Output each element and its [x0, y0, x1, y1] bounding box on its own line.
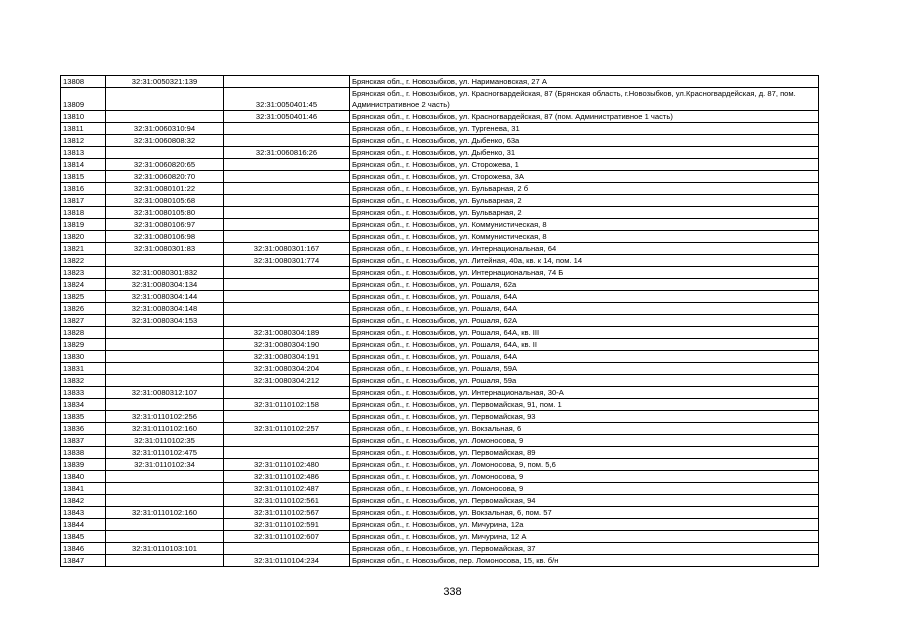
new-cadastral-number-cell — [224, 543, 350, 555]
cadastral-number-cell — [106, 339, 224, 351]
cadastral-number-cell: 32:31:0080301:83 — [106, 243, 224, 255]
new-cadastral-number-cell — [224, 231, 350, 243]
table-row — [61, 111, 819, 123]
address-cell: Брянская обл., г. Новозыбков, ул. Бульварная, 2 — [350, 195, 819, 207]
table-row — [61, 171, 819, 183]
row-number-cell: 13819 — [61, 219, 106, 231]
new-cadastral-number-cell: 32:31:0080304:189 — [224, 327, 350, 339]
row-number-cell: 13818 — [61, 207, 106, 219]
address-cell: Брянская обл., г. Новозыбков, ул. Ломоносова, 9 — [350, 471, 819, 483]
new-cadastral-number-cell — [224, 171, 350, 183]
table-row — [61, 315, 819, 327]
new-cadastral-number-cell — [224, 123, 350, 135]
new-cadastral-number-cell: 32:31:0110102:486 — [224, 471, 350, 483]
cadastral-number-cell — [106, 147, 224, 159]
row-number-cell: 13813 — [61, 147, 106, 159]
table-row — [61, 243, 819, 255]
row-number-cell: 13827 — [61, 315, 106, 327]
row-number-cell: 13833 — [61, 387, 106, 399]
new-cadastral-number-cell: 32:31:0080301:167 — [224, 243, 350, 255]
address-cell: Брянская обл., г. Новозыбков, ул. Рошаля, 64А, кв. II — [350, 339, 819, 351]
address-cell: Брянская обл., г. Новозыбков, ул. Рошаля, 59а — [350, 375, 819, 387]
table-row — [61, 363, 819, 375]
cadastral-number-cell — [106, 471, 224, 483]
address-cell: Брянская обл., г. Новозыбков, ул. Дыбенко, 31 — [350, 147, 819, 159]
cadastral-number-cell: 32:31:0110102:256 — [106, 411, 224, 423]
table-row — [61, 459, 819, 471]
row-number-cell: 13811 — [61, 123, 106, 135]
new-cadastral-number-cell — [224, 267, 350, 279]
cadastral-number-cell: 32:31:0110102:475 — [106, 447, 224, 459]
address-cell: Брянская обл., г. Новозыбков, ул. Первомайская, 94 — [350, 495, 819, 507]
table-row — [61, 159, 819, 171]
cadastral-number-cell — [106, 495, 224, 507]
cadastral-number-cell — [106, 399, 224, 411]
address-cell: Брянская обл., г. Новозыбков, ул. Первомайская, 93 — [350, 411, 819, 423]
cadastral-number-cell: 32:31:0080105:80 — [106, 207, 224, 219]
cadastral-number-cell: 32:31:0060808:32 — [106, 135, 224, 147]
row-number-cell: 13809 — [61, 88, 106, 111]
cadastral-number-cell: 32:31:0110103:101 — [106, 543, 224, 555]
table-row — [61, 375, 819, 387]
cadastral-number-cell — [106, 555, 224, 567]
new-cadastral-number-cell: 32:31:0110102:480 — [224, 459, 350, 471]
new-cadastral-number-cell — [224, 387, 350, 399]
table-row — [61, 531, 819, 543]
new-cadastral-number-cell: 32:31:0050401:46 — [224, 111, 350, 123]
table-row — [61, 351, 819, 363]
cadastral-number-cell: 32:31:0080105:68 — [106, 195, 224, 207]
row-number-cell: 13847 — [61, 555, 106, 567]
new-cadastral-number-cell — [224, 76, 350, 88]
cadastral-number-cell — [106, 351, 224, 363]
page-number: 338 — [443, 586, 462, 598]
new-cadastral-number-cell: 32:31:0110102:158 — [224, 399, 350, 411]
address-cell: Брянская обл., г. Новозыбков, ул. Дыбенко, 63а — [350, 135, 819, 147]
table-row — [61, 255, 819, 267]
address-cell: Брянская обл., г. Новозыбков, ул. Ломоносова, 9 — [350, 483, 819, 495]
row-number-cell: 13808 — [61, 76, 106, 88]
address-cell: Брянская обл., г. Новозыбков, ул. Интернациональная, 30-А — [350, 387, 819, 399]
cadastral-number-cell: 32:31:0080304:153 — [106, 315, 224, 327]
new-cadastral-number-cell: 32:31:0080301:774 — [224, 255, 350, 267]
table-row — [61, 555, 819, 567]
table-row — [61, 447, 819, 459]
address-cell: Брянская обл., г. Новозыбков, ул. Наримановская, 27 А — [350, 76, 819, 88]
new-cadastral-number-cell — [224, 435, 350, 447]
row-number-cell: 13825 — [61, 291, 106, 303]
new-cadastral-number-cell — [224, 447, 350, 459]
address-cell: Брянская обл., г. Новозыбков, ул. Рошаля, 62а — [350, 279, 819, 291]
row-number-cell: 13841 — [61, 483, 106, 495]
new-cadastral-number-cell: 32:31:0110102:487 — [224, 483, 350, 495]
address-cell: Брянская обл., г. Новозыбков, ул. Вокзальная, 6 — [350, 423, 819, 435]
row-number-cell: 13826 — [61, 303, 106, 315]
row-number-cell: 13840 — [61, 471, 106, 483]
new-cadastral-number-cell: 32:31:0110102:567 — [224, 507, 350, 519]
table-row — [61, 147, 819, 159]
row-number-cell: 13829 — [61, 339, 106, 351]
row-number-cell: 13815 — [61, 171, 106, 183]
cadastral-number-cell: 32:31:0080304:144 — [106, 291, 224, 303]
cadastral-number-cell: 32:31:0080304:134 — [106, 279, 224, 291]
address-cell: Брянская обл., г. Новозыбков, ул. Первомайская, 91, пом. 1 — [350, 399, 819, 411]
cadastral-number-cell — [106, 519, 224, 531]
table-row — [61, 123, 819, 135]
address-cell: Брянская обл., г. Новозыбков, ул. Литейная, 40а, кв. к 14, пом. 14 — [350, 255, 819, 267]
new-cadastral-number-cell — [224, 219, 350, 231]
table-row — [61, 483, 819, 495]
table-row — [61, 76, 819, 88]
new-cadastral-number-cell: 32:31:0110102:591 — [224, 519, 350, 531]
new-cadastral-number-cell — [224, 279, 350, 291]
new-cadastral-number-cell: 32:31:0060816:26 — [224, 147, 350, 159]
cadastral-number-cell: 32:31:0080312:107 — [106, 387, 224, 399]
table-row — [61, 507, 819, 519]
row-number-cell: 13831 — [61, 363, 106, 375]
cadastral-number-cell: 32:31:0110102:160 — [106, 507, 224, 519]
table-row — [61, 399, 819, 411]
address-cell: Брянская обл., г. Новозыбков, ул. Бульварная, 2 — [350, 207, 819, 219]
table-row — [61, 303, 819, 315]
table-row — [61, 231, 819, 243]
address-cell: Брянская обл., г. Новозыбков, ул. Коммунистическая, 8 — [350, 219, 819, 231]
table-row — [61, 327, 819, 339]
row-number-cell: 13846 — [61, 543, 106, 555]
address-cell: Брянская обл., г. Новозыбков, ул. Коммунистическая, 8 — [350, 231, 819, 243]
new-cadastral-number-cell — [224, 207, 350, 219]
cadastral-number-cell: 32:31:0080101:22 — [106, 183, 224, 195]
row-number-cell: 13817 — [61, 195, 106, 207]
new-cadastral-number-cell: 32:31:0110104:234 — [224, 555, 350, 567]
row-number-cell: 13828 — [61, 327, 106, 339]
table-row — [61, 183, 819, 195]
new-cadastral-number-cell — [224, 303, 350, 315]
address-cell: Брянская обл., г. Новозыбков, ул. Бульварная, 2 б — [350, 183, 819, 195]
address-cell: Брянская обл., г. Новозыбков, ул. Первомайская, 37 — [350, 543, 819, 555]
cadastral-number-cell — [106, 531, 224, 543]
address-cell: Брянская обл., г. Новозыбков, ул. Рошаля, 64А — [350, 303, 819, 315]
cadastral-number-cell: 32:31:0060310:94 — [106, 123, 224, 135]
cadastral-number-cell: 32:31:0080301:832 — [106, 267, 224, 279]
address-cell: Брянская обл., г. Новозыбков, ул. Интернациональная, 74 Б — [350, 267, 819, 279]
new-cadastral-number-cell — [224, 315, 350, 327]
table-row — [61, 219, 819, 231]
row-number-cell: 13845 — [61, 531, 106, 543]
new-cadastral-number-cell: 32:31:0110102:607 — [224, 531, 350, 543]
row-number-cell: 13820 — [61, 231, 106, 243]
row-number-cell: 13823 — [61, 267, 106, 279]
cadastral-number-cell — [106, 375, 224, 387]
address-cell: Брянская обл., г. Новозыбков, ул. Рошаля, 64А — [350, 351, 819, 363]
address-cell: Брянская обл., г. Новозыбков, ул. Тургенева, 31 — [350, 123, 819, 135]
new-cadastral-number-cell: 32:31:0110102:561 — [224, 495, 350, 507]
new-cadastral-number-cell: 32:31:0110102:257 — [224, 423, 350, 435]
address-cell: Брянская обл., г. Новозыбков, ул. Мичурина, 12а — [350, 519, 819, 531]
table-row — [61, 471, 819, 483]
address-cell: Брянская обл., г. Новозыбков, ул. Ломоносова, 9 — [350, 435, 819, 447]
row-number-cell: 13822 — [61, 255, 106, 267]
address-cell: Брянская обл., г. Новозыбков, ул. Рошаля, 62А — [350, 315, 819, 327]
address-cell: Брянская обл., г. Новозыбков, пер. Ломоносова, 15, кв. б/н — [350, 555, 819, 567]
row-number-cell: 13812 — [61, 135, 106, 147]
new-cadastral-number-cell: 32:31:0080304:212 — [224, 375, 350, 387]
row-number-cell: 13839 — [61, 459, 106, 471]
row-number-cell: 13842 — [61, 495, 106, 507]
table-row — [61, 88, 819, 111]
new-cadastral-number-cell: 32:31:0080304:191 — [224, 351, 350, 363]
new-cadastral-number-cell: 32:31:0080304:190 — [224, 339, 350, 351]
cadastral-number-cell: 32:31:0110102:35 — [106, 435, 224, 447]
table-row — [61, 291, 819, 303]
table-row — [61, 135, 819, 147]
row-number-cell: 13843 — [61, 507, 106, 519]
cadastral-number-cell: 32:31:0080106:97 — [106, 219, 224, 231]
cadastral-number-cell — [106, 483, 224, 495]
table-row — [61, 195, 819, 207]
row-number-cell: 13835 — [61, 411, 106, 423]
address-cell: Брянская обл., г. Новозыбков, ул. Рошаля, 64А — [350, 291, 819, 303]
new-cadastral-number-cell — [224, 183, 350, 195]
address-cell: Брянская обл., г. Новозыбков, ул. Красногвардейская, 87 (Брянская область, г.Новозыбков, ул.Красногвардейская, д. 87, пом. Административное 2 часть) — [350, 88, 819, 111]
cadastral-number-cell: 32:31:0080106:98 — [106, 231, 224, 243]
row-number-cell: 13837 — [61, 435, 106, 447]
cadastral-number-cell: 32:31:0110102:160 — [106, 423, 224, 435]
table-row — [61, 207, 819, 219]
address-cell: Брянская обл., г. Новозыбков, ул. Красногвардейская, 87 (пом. Административное 1 часть) — [350, 111, 819, 123]
cadastral-number-cell: 32:31:0060820:70 — [106, 171, 224, 183]
address-cell: Брянская обл., г. Новозыбков, ул. Мичурина, 12 А — [350, 531, 819, 543]
row-number-cell: 13844 — [61, 519, 106, 531]
table-row — [61, 339, 819, 351]
new-cadastral-number-cell: 32:31:0080304:204 — [224, 363, 350, 375]
cadastral-number-cell: 32:31:0080304:148 — [106, 303, 224, 315]
cadastral-number-cell — [106, 327, 224, 339]
address-cell: Брянская обл., г. Новозыбков, ул. Рошаля, 59А — [350, 363, 819, 375]
row-number-cell: 13836 — [61, 423, 106, 435]
table-row — [61, 435, 819, 447]
cadastral-number-cell — [106, 111, 224, 123]
table-row — [61, 423, 819, 435]
row-number-cell: 13838 — [61, 447, 106, 459]
address-cell: Брянская обл., г. Новозыбков, ул. Интернациональная, 64 — [350, 243, 819, 255]
address-cell: Брянская обл., г. Новозыбков, ул. Ломоносова, 9, пом. 5,6 — [350, 459, 819, 471]
cadastral-number-cell — [106, 88, 224, 111]
cadastral-number-cell: 32:31:0060820:65 — [106, 159, 224, 171]
new-cadastral-number-cell — [224, 195, 350, 207]
property-register-table — [60, 75, 819, 567]
cadastral-number-cell — [106, 255, 224, 267]
new-cadastral-number-cell: 32:31:0050401:45 — [224, 88, 350, 111]
row-number-cell: 13834 — [61, 399, 106, 411]
cadastral-number-cell: 32:31:0050321:139 — [106, 76, 224, 88]
table-row — [61, 543, 819, 555]
address-cell: Брянская обл., г. Новозыбков, ул. Сторожева, 1 — [350, 159, 819, 171]
address-cell: Брянская обл., г. Новозыбков, ул. Вокзальная, 6, пом. 57 — [350, 507, 819, 519]
row-number-cell: 13810 — [61, 111, 106, 123]
new-cadastral-number-cell — [224, 159, 350, 171]
new-cadastral-number-cell — [224, 411, 350, 423]
address-cell: Брянская обл., г. Новозыбков, ул. Первомайская, 89 — [350, 447, 819, 459]
cadastral-number-cell: 32:31:0110102:34 — [106, 459, 224, 471]
table-row — [61, 267, 819, 279]
table-row — [61, 279, 819, 291]
row-number-cell: 13830 — [61, 351, 106, 363]
row-number-cell: 13814 — [61, 159, 106, 171]
table-body — [61, 76, 819, 567]
table-row — [61, 495, 819, 507]
address-cell: Брянская обл., г. Новозыбков, ул. Сторожева, 3А — [350, 171, 819, 183]
table-row — [61, 387, 819, 399]
address-cell: Брянская обл., г. Новозыбков, ул. Рошаля, 64А, кв. III — [350, 327, 819, 339]
row-number-cell: 13824 — [61, 279, 106, 291]
row-number-cell: 13816 — [61, 183, 106, 195]
table-row — [61, 519, 819, 531]
new-cadastral-number-cell — [224, 291, 350, 303]
new-cadastral-number-cell — [224, 135, 350, 147]
row-number-cell: 13832 — [61, 375, 106, 387]
table-row — [61, 411, 819, 423]
row-number-cell: 13821 — [61, 243, 106, 255]
cadastral-number-cell — [106, 363, 224, 375]
